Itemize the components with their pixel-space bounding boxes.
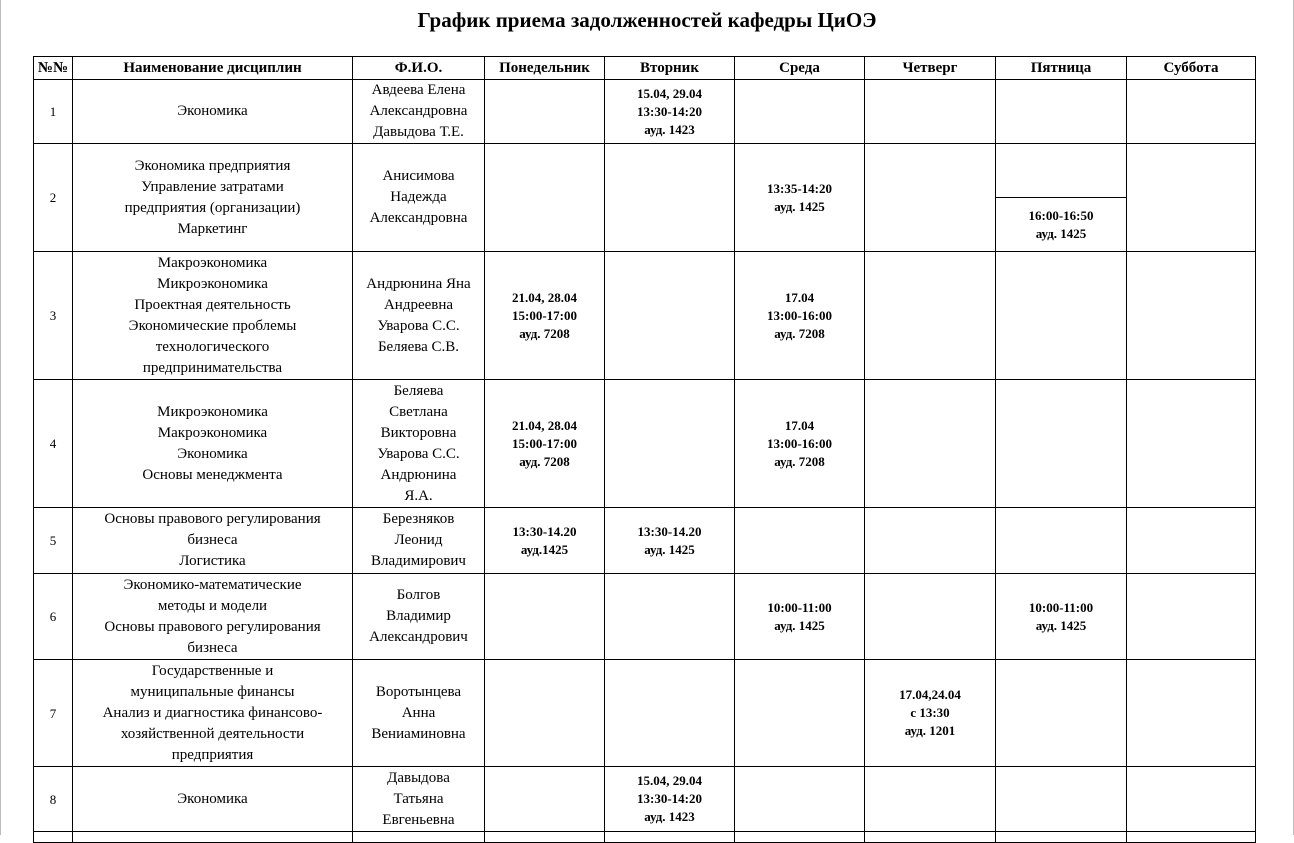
cell-line: Экономика предприятия [134, 157, 291, 174]
table-row [34, 80, 1256, 144]
discipline-cell [73, 660, 353, 767]
cell-line: Андреевна [383, 296, 454, 313]
cell-line: 21.04, 28.04 [512, 289, 577, 305]
slot-tuesday [605, 767, 735, 832]
slot-monday [485, 660, 605, 767]
row-number: 3 [34, 252, 73, 380]
cell-line: Светлана [389, 403, 448, 420]
cell-line: 17.04 [784, 289, 815, 305]
cell-line: 15:00-17:00 [512, 307, 577, 323]
table-row [34, 380, 1256, 508]
empty-cell [34, 832, 73, 843]
cell-line: 13:30-14:20 [637, 103, 702, 119]
cell-line: Микроэкономика [157, 275, 268, 292]
cell-line: Владимир [386, 608, 451, 624]
empty-cell [485, 832, 605, 843]
row-number: 7 [34, 660, 73, 767]
cell-line: методы и модели [157, 597, 268, 614]
cell-line: Макроэкономика [157, 424, 268, 441]
cell-line: Вениаминовна [371, 725, 466, 742]
cell-line: хозяйственной деятельности [120, 725, 305, 742]
fio-cell [353, 508, 485, 574]
cell-line: ауд. 7208 [519, 325, 570, 341]
cell-line: Уварова С.С. [377, 445, 460, 462]
slot-tuesday [605, 144, 735, 252]
cell-line: бизнеса [187, 639, 238, 656]
slot-friday [996, 767, 1127, 832]
cell-line: Экономика [177, 790, 248, 807]
cell-line: ауд. 1425 [774, 617, 825, 633]
cell-line: ауд. 1425 [644, 541, 695, 557]
header-monday: Понедельник [485, 57, 605, 80]
cell-line: Проектная деятельность [134, 296, 291, 313]
cell-line: Давыдова Т.Е. [373, 124, 464, 140]
empty-cell [1127, 832, 1256, 843]
cell-line: Экономико-математические [123, 576, 302, 593]
cell-line: ауд. 1423 [644, 121, 695, 137]
slot-thursday [865, 767, 996, 832]
slot-thursday [865, 508, 996, 574]
table-row [34, 767, 1256, 832]
cell-line: 13:35-14:20 [767, 180, 832, 196]
cell-line: Андрюнина Яна [366, 275, 471, 292]
cell-line: Татьяна [393, 790, 444, 807]
cell-line: предприятия (организации) [124, 199, 301, 216]
cell-line: Управление затратами [141, 178, 284, 195]
table-row [34, 508, 1256, 574]
discipline-cell [73, 144, 353, 252]
cell-line: бизнеса [187, 532, 238, 548]
cell-line: 17.04 [784, 417, 815, 433]
discipline-cell [73, 574, 353, 660]
cell-line: ауд. 1423 [644, 809, 695, 824]
row-number: 5 [34, 508, 73, 574]
table-row [34, 574, 1256, 660]
slot-monday [485, 508, 605, 574]
cell-line: Анисимова [382, 168, 455, 184]
cell-line: Анализ и диагностика финансово- [102, 704, 323, 721]
slot-saturday [1127, 252, 1256, 380]
cell-line: Экономика [177, 103, 248, 119]
empty-cell [996, 832, 1127, 843]
slot-wednesday [735, 80, 865, 144]
slot-wednesday [735, 767, 865, 832]
cell-line: Макроэкономика [157, 254, 268, 271]
slot-saturday [1127, 80, 1256, 144]
cell-line: Беляева [393, 382, 444, 399]
empty-cell [865, 832, 996, 843]
header-fio: Ф.И.О. [353, 57, 485, 80]
cell-line: Экономика [177, 445, 248, 462]
row-number: 8 [34, 767, 73, 832]
fio-cell [353, 80, 485, 144]
slot-friday [996, 508, 1127, 574]
slot-tuesday [605, 660, 735, 767]
cell-line: Маркетинг [177, 220, 248, 237]
split-cell [996, 144, 1126, 251]
slot-friday [996, 380, 1127, 508]
cell-line: ауд. 7208 [519, 453, 570, 469]
header-thursday: Четверг [865, 57, 996, 80]
split-cell-bottom [996, 198, 1126, 251]
cell-line: 13:00-16:00 [767, 435, 832, 451]
cell-line: ауд.1425 [520, 541, 569, 557]
page-border-left [0, 0, 1, 835]
cell-line: Авдеева Елена [371, 82, 466, 98]
discipline-cell [73, 252, 353, 380]
slot-thursday [865, 252, 996, 380]
cell-line: Логистика [179, 553, 246, 569]
cell-line: 10:00-11:00 [1028, 599, 1094, 615]
slot-wednesday [735, 380, 865, 508]
cell-line: предприятия [171, 746, 254, 763]
empty-cell [353, 832, 485, 843]
slot-thursday [865, 380, 996, 508]
table-row [34, 252, 1256, 380]
fio-cell [353, 574, 485, 660]
cell-line: технологического [155, 338, 270, 355]
schedule-table [33, 56, 1256, 843]
slot-monday [485, 380, 605, 508]
cell-line: Основы правового регулирования [104, 511, 321, 527]
cell-line: Болгов [396, 587, 441, 603]
fio-cell [353, 660, 485, 767]
cell-line: Микроэкономика [157, 403, 268, 420]
split-cell-top [996, 144, 1126, 198]
empty-cell [735, 832, 865, 843]
document-title: График приема задолженностей кафедры ЦиОЭ [417, 8, 877, 32]
header-disciplines: Наименование дисциплин [73, 57, 353, 80]
cell-line: Александровна [369, 210, 468, 226]
cell-line: Основы правового регулирования [104, 618, 321, 635]
cell-line: Викторовна [380, 424, 457, 441]
slot-monday [485, 767, 605, 832]
slot-friday [996, 144, 1127, 252]
slot-friday [996, 80, 1127, 144]
header-friday: Пятница [996, 57, 1127, 80]
cell-line: ауд. 1425 [1035, 617, 1087, 633]
slot-monday [485, 144, 605, 252]
cell-line: 15.04, 29.04 [637, 773, 702, 788]
slot-wednesday [735, 252, 865, 380]
cell-line: Андрюнина [380, 466, 457, 483]
slot-tuesday [605, 252, 735, 380]
empty-cell [73, 832, 353, 843]
slot-saturday [1127, 380, 1256, 508]
cell-line: Воротынцева [375, 683, 462, 700]
fio-cell [353, 252, 485, 380]
discipline-cell [73, 767, 353, 832]
cell-line: Владимирович [371, 553, 466, 569]
cell-line: Государственные и [151, 662, 274, 679]
row-number: 1 [34, 80, 73, 144]
table-row [34, 660, 1256, 767]
cell-line: с 13:30 [910, 705, 950, 720]
slot-wednesday [735, 508, 865, 574]
cell-line: Я.А. [404, 487, 433, 504]
slot-friday [996, 252, 1127, 380]
cell-line: муниципальные финансы [130, 683, 295, 700]
slot-thursday [865, 574, 996, 660]
fio-cell [353, 380, 485, 508]
header-saturday: Суббота [1127, 57, 1256, 80]
slot-friday [996, 660, 1127, 767]
cell-line: 17.04,24.04 [899, 687, 961, 702]
slot-tuesday [605, 574, 735, 660]
slot-monday [485, 80, 605, 144]
slot-saturday [1127, 660, 1256, 767]
slot-monday [485, 574, 605, 660]
cell-line: 15:00-17:00 [512, 435, 577, 451]
slot-saturday [1127, 508, 1256, 574]
slot-thursday [865, 144, 996, 252]
fio-cell [353, 144, 485, 252]
header-num: №№ [34, 57, 73, 80]
cell-line: ауд. 1425 [1035, 225, 1087, 241]
cell-line: Экономические проблемы [128, 317, 297, 334]
discipline-cell [73, 508, 353, 574]
cell-line: ауд. 7208 [774, 325, 825, 341]
slot-saturday [1127, 144, 1256, 252]
header-row [34, 57, 1256, 80]
cell-line: Александровна [369, 103, 468, 119]
slot-thursday [865, 660, 996, 767]
cell-line: Евгеньевна [382, 811, 455, 828]
cell-line: Анна [401, 704, 436, 721]
discipline-cell [73, 380, 353, 508]
slot-saturday [1127, 767, 1256, 832]
cell-line: 21.04, 28.04 [512, 417, 577, 433]
slot-wednesday [735, 660, 865, 767]
row-number: 4 [34, 380, 73, 508]
cell-line: 10:00-11:00 [767, 599, 832, 615]
cell-line: Надежда [390, 189, 447, 205]
slot-tuesday [605, 80, 735, 144]
slot-tuesday [605, 380, 735, 508]
header-wednesday: Среда [735, 57, 865, 80]
row-number: 2 [34, 144, 73, 252]
slot-friday [996, 574, 1127, 660]
cell-line: 13:30-14.20 [637, 523, 702, 539]
fio-cell [353, 767, 485, 832]
row-number: 6 [34, 574, 73, 660]
cell-line: 16:00-16:50 [1028, 207, 1094, 223]
cell-line: Основы менеджмента [142, 466, 283, 483]
table-row [34, 144, 1256, 252]
empty-cell [605, 832, 735, 843]
cell-line: Березняков [382, 511, 455, 527]
slot-wednesday [735, 144, 865, 252]
table-row-continuation [34, 832, 1256, 843]
slot-monday [485, 252, 605, 380]
cell-line: предпринимательства [142, 359, 283, 376]
cell-line: 13:30-14.20 [512, 523, 577, 539]
slot-tuesday [605, 508, 735, 574]
cell-line: ауд. 7208 [774, 453, 825, 469]
slot-saturday [1127, 574, 1256, 660]
cell-line: Леонид [394, 532, 443, 548]
cell-line: 13:30-14:20 [637, 791, 702, 806]
slot-thursday [865, 80, 996, 144]
slot-wednesday [735, 574, 865, 660]
cell-line: ауд. 1425 [774, 198, 825, 214]
header-tuesday: Вторник [605, 57, 735, 80]
cell-line: Александрович [369, 629, 468, 645]
cell-line: ауд. 1201 [904, 723, 956, 738]
discipline-cell [73, 80, 353, 144]
cell-line: 13:00-16:00 [767, 307, 832, 323]
cell-line: Беляева С.В. [377, 338, 460, 355]
cell-line: 15.04, 29.04 [637, 85, 702, 101]
cell-line: Давыдова [387, 769, 450, 786]
cell-line: Уварова С.С. [377, 317, 460, 334]
